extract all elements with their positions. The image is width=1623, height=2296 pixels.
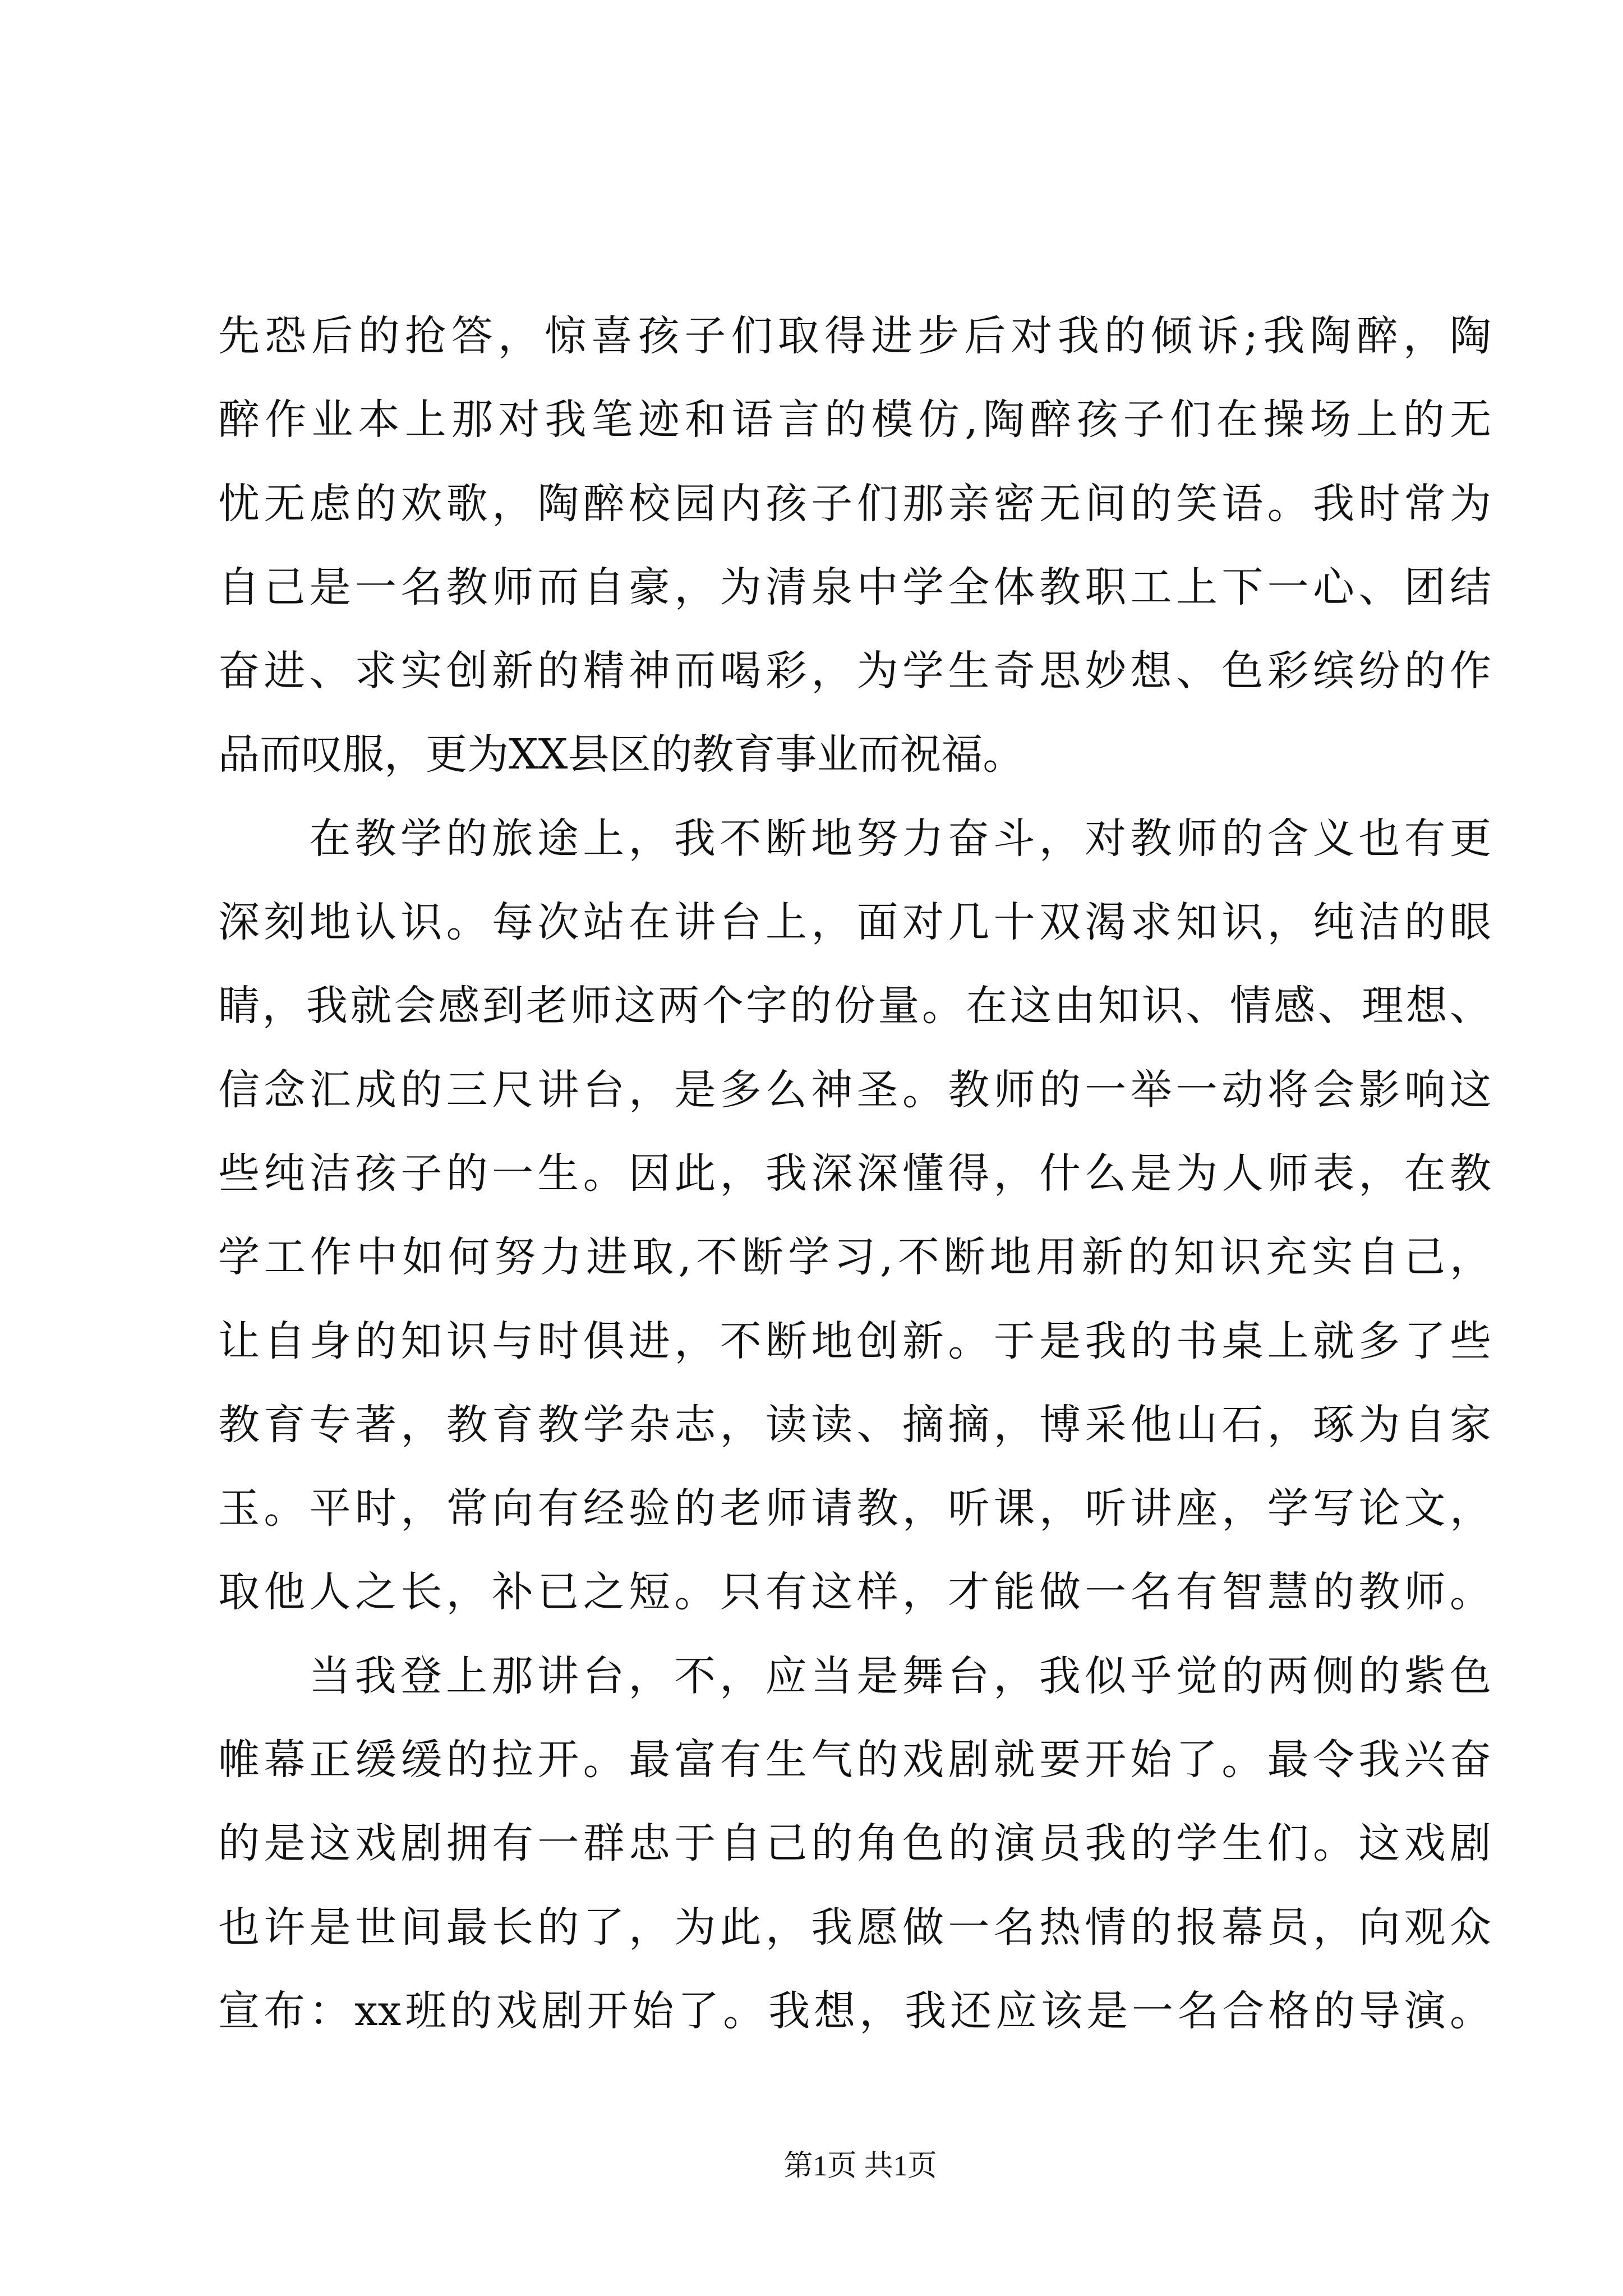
paragraph-2 xyxy=(218,797,1491,1635)
text-line: 些纯洁孩子的一生。因此，我深深懂得，什么是为人师表，在教 xyxy=(218,1149,1491,1198)
text-line: 睛，我就会感到老师这两个字的份量。在这由知识、情感、理想、 xyxy=(218,982,1491,1030)
text-line: 取他人之长，补已之短。只有这样，才能做一名有智慧的教师。 xyxy=(218,1568,1491,1617)
text-line: 在教学的旅途上，我不断地努力奋斗，对教师的含义也有更 xyxy=(309,814,1491,863)
text-line: 也许是世间最长的了，为此，我愿做一名热情的报幕员，向观众 xyxy=(218,1903,1491,1952)
text-line: 深刻地认识。每次站在讲台上，面对几十双渴求知识，纯洁的眼 xyxy=(218,898,1491,947)
text-line: 信念汇成的三尺讲台，是多么神圣。教师的一举一动将会影响这 xyxy=(218,1065,1491,1114)
text-line: 学工作中如何努力进取,不断学习,不断地用新的知识充实自己， xyxy=(218,1233,1491,1282)
text-line: 醉作业本上那对我笔迹和语言的模仿,陶醉孩子们在操场上的无 xyxy=(218,395,1491,444)
text-line: 品而叹服，更为XX县区的教育事业而祝福。 xyxy=(218,730,1025,779)
text-line: 当我登上那讲台，不，应当是舞台，我似乎觉的两侧的紫色 xyxy=(309,1651,1491,1700)
text-line: 自己是一名教师而自豪，为清泉中学全体教职工上下一心、团结 xyxy=(218,563,1491,611)
page-footer: 第1页 共1页 xyxy=(783,2150,937,2182)
text-line: 先恐后的抢答，惊喜孩子们取得进步后对我的倾诉;我陶醉，陶 xyxy=(218,312,1491,360)
text-line: 帷幕正缓缓的拉开。最富有生气的戏剧就要开始了。最令我兴奋 xyxy=(218,1736,1491,1784)
text-line: 让自身的知识与时俱进，不断地创新。于是我的书桌上就多了些 xyxy=(218,1317,1491,1365)
text-line: 宣布：xx班的戏剧开始了。我想，我还应该是一名合格的导演。 xyxy=(218,1986,1491,2035)
text-line: 玉。平时，常向有经验的老师请教，听课，听讲座，学写论文， xyxy=(218,1484,1491,1533)
text-line: 忧无虑的欢歌，陶醉校园内孩子们那亲密无间的笑语。我时常为 xyxy=(218,479,1491,528)
document-body xyxy=(218,295,1491,2053)
paragraph-1 xyxy=(218,295,1491,797)
text-line: 奋进、求实创新的精神而喝彩，为学生奇思妙想、色彩缤纷的作 xyxy=(218,647,1491,696)
text-line: 的是这戏剧拥有一群忠于自己的角色的演员我的学生们。这戏剧 xyxy=(218,1819,1491,1868)
text-line: 教育专著，教育教学杂志，读读、摘摘，博采他山石，琢为自家 xyxy=(218,1400,1491,1449)
paragraph-3 xyxy=(218,1635,1491,2053)
